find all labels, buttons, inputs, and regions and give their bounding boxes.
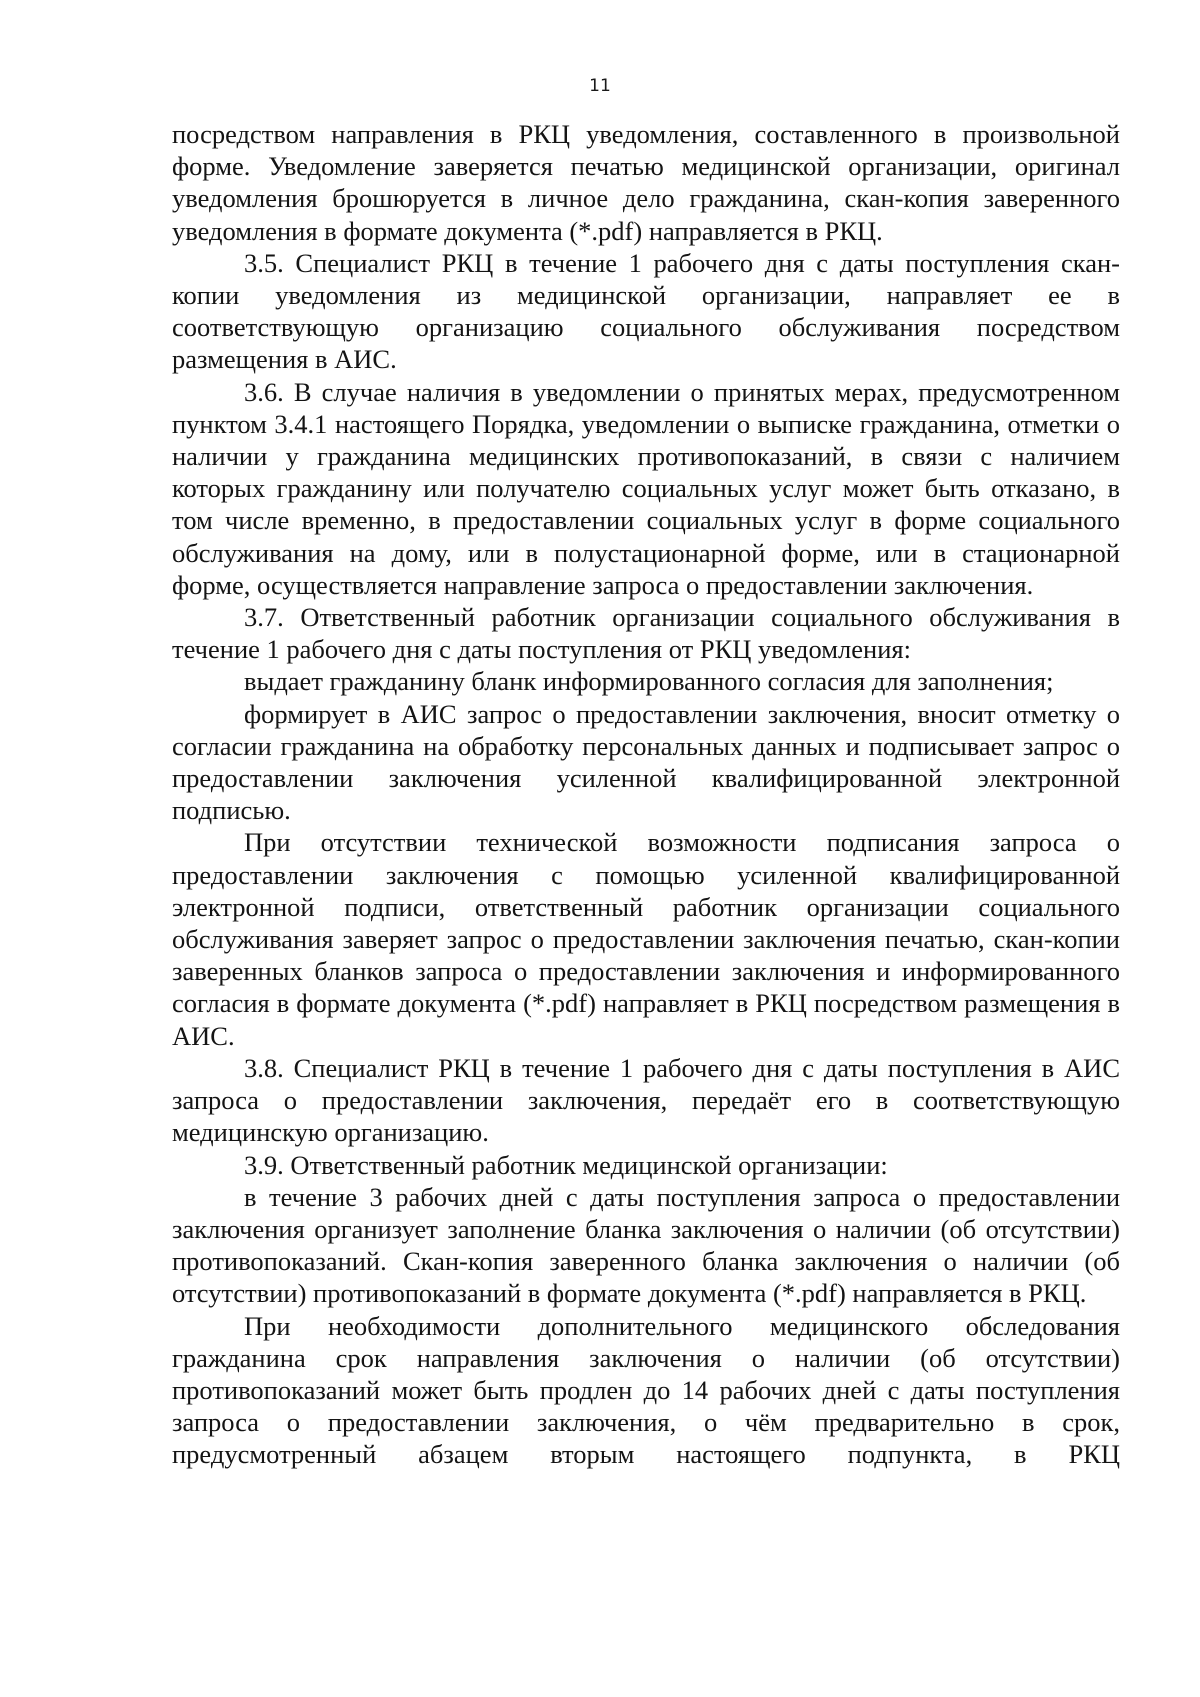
paragraph-3-7: 3.7. Ответственный работник организации социального обслуживания в течение 1 рабочего дня с даты поступления от РКЦ уведомления: [172,602,1120,665]
paragraph-3-8: 3.8. Специалист РКЦ в течение 1 рабочего дня с даты поступления в АИС запроса о предоставлении заключения, передаёт его в соответствующую медицинскую организацию. [172,1052,1120,1148]
paragraph-3-9-item-1: в течение 3 рабочих дней с даты поступления запроса о предоставлении заключения организует заполнение бланка заключения о наличии (об отсутствии) противопоказаний. Скан-копия заверенного бланка заключения о наличии (об отсутствии) противопоказаний в формате документа (*.pdf) направляется в РКЦ. [172,1181,1120,1309]
paragraph-3-9: 3.9. Ответственный работник медицинской организации: [244,1149,888,1180]
paragraph-3-6: 3.6. В случае наличия в уведомлении о принятых мерах, предусмотренном пунктом 3.4.1 настоящего Порядка, уведомлении о выписке гражданина, отметки о наличии у гражданина медицинских противопоказаний, в связи с наличием которых гражданину или получателю социальных услуг может быть отказано, в том числе временно, в предоставлении социальных услуг в форме социального обслуживания на дому, или в полустационарной форме, или в стационарной форме, осуществляется направление запроса о предоставлении заключения. [172,376,1120,600]
paragraph-3-7-item-2: формирует в АИС запрос о предоставлении заключения, вносит отметку о согласии гражданина на обработку персональных данных и подписывает запрос о предоставлении заключения усиленной квалифицированной электронной подписью. [172,698,1120,826]
paragraph-continuation: посредством направления в РКЦ уведомления, составленного в произвольной форме. Уведомление заверяется печатью медицинской организации, оригинал уведомления брошюруется в личное дело гражданина, скан-копия заверенного уведомления в формате документа (*.pdf) направляется в РКЦ. [172,119,1120,246]
paragraph-3-9-extension: При необходимости дополнительного медицинского обследования гражданина срок направления заключения о наличии (об отсутствии) противопоказаний может быть продлен до 14 рабочих дней с даты поступления запроса о предоставлении заключения, о чём предварительно в срок, предусмотренный абзацем вторым настоящего подпункта, в РКЦ [172,1310,1120,1470]
paragraph-3-7-item-1: выдает гражданину бланк информированного согласия для заполнения; [244,666,1054,697]
paragraph-3-7-no-signature: При отсутствии технической возможности подписания запроса о предоставлении заключения с помощью усиленной квалифицированной электронной подписи, ответственный работник организации социального обслуживания заверяет запрос о предоставлении заключения печатью, скан-копии заверенных бланков запроса о предоставлении заключения и информированного согласия в формате документа (*.pdf) направляет в РКЦ посредством размещения в АИС. [172,827,1120,1051]
paragraph-3-5: 3.5. Специалист РКЦ в течение 1 рабочего дня с даты поступления скан-копии уведомления из медицинской организации, направляет ее в соответствующую организацию социального обслуживания посредством размещения в АИС. [172,247,1120,375]
document-body [172,118,1120,1471]
page-number: 11 [589,76,611,96]
